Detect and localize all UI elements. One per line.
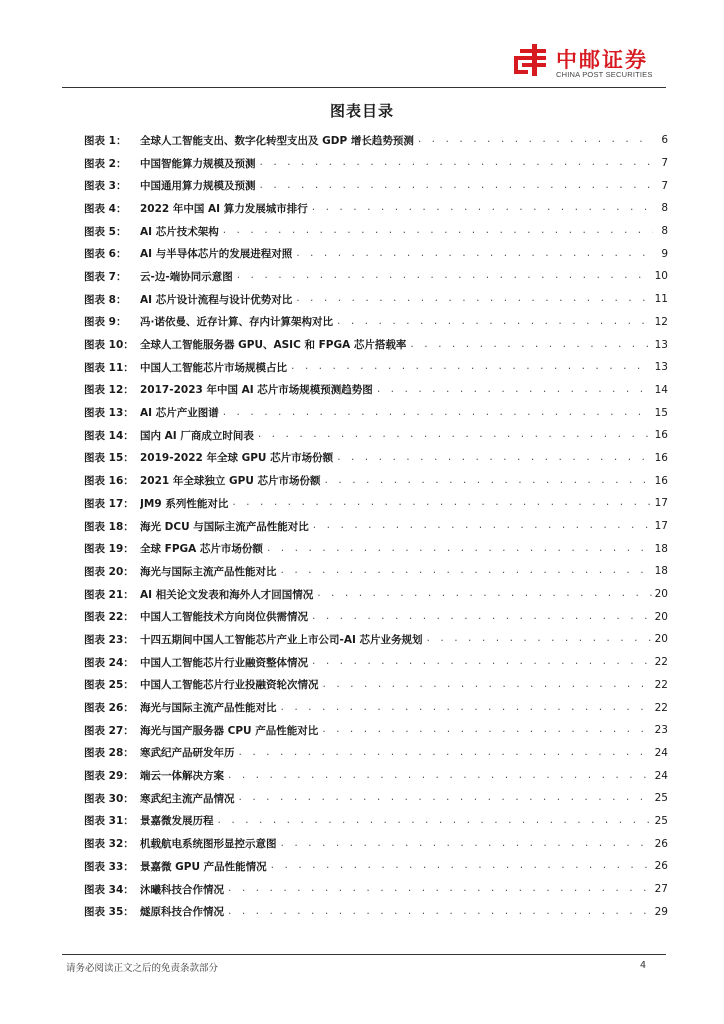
toc-entry-title[interactable]: 寒武纪主流产品情况 — [140, 792, 235, 805]
toc-entry-number: 图表 18： — [84, 520, 134, 533]
toc-entry-number: 图表 35： — [84, 906, 134, 919]
toc-entry-number: 图表 19： — [84, 543, 134, 556]
toc-dot-leader — [280, 703, 652, 713]
footer-divider — [62, 954, 666, 955]
toc-dot-leader — [324, 476, 652, 486]
footer-disclaimer-note: 请务必阅读正文之后的免责条款部分 — [66, 963, 219, 974]
toc-dot-leader — [227, 771, 652, 781]
toc-dot-leader — [322, 680, 652, 690]
toc-dot-leader — [227, 907, 652, 917]
toc-entry-title[interactable]: 国内 AI 厂商成立时间表 — [140, 429, 254, 442]
toc-entry-page: 20 — [654, 588, 668, 601]
toc-entry-page: 13 — [654, 361, 668, 374]
toc-entry-number: 图表 20： — [84, 565, 134, 578]
toc-entry-page: 10 — [654, 270, 668, 283]
toc-entry-number: 图表 9： — [84, 316, 127, 329]
toc-entry-title[interactable]: 2017-2023 年中国 AI 芯片市场规模预测趋势图 — [140, 384, 373, 397]
toc-entry-number: 图表 22： — [84, 611, 134, 624]
toc-entry-title[interactable]: AI 芯片设计流程与设计优势对比 — [140, 293, 293, 306]
toc-entry-title[interactable]: 沐曦科技合作情况 — [140, 883, 224, 896]
toc-entry[interactable] — [84, 900, 668, 923]
toc-dot-leader — [290, 362, 652, 372]
toc-entry-number: 图表 2： — [84, 157, 127, 170]
toc-entry-page: 17 — [654, 497, 668, 510]
toc-entry[interactable] — [84, 152, 668, 175]
toc-entry-title[interactable]: 中国人工智能芯片市场规模占比 — [140, 361, 287, 374]
toc-entry[interactable] — [84, 174, 668, 197]
toc-entry[interactable] — [84, 537, 668, 560]
toc-entry-title[interactable]: 海光与国际主流产品性能对比 — [140, 565, 277, 578]
toc-entry-page: 26 — [654, 860, 668, 873]
toc-entry-title[interactable]: 冯·诺依曼、近存计算、存内计算架构对比 — [140, 316, 333, 329]
toc-entry[interactable] — [84, 719, 668, 742]
toc-entry-title[interactable]: 海光与国际主流产品性能对比 — [140, 702, 277, 715]
toc-entry-title[interactable]: 寒武纪产品研发年历 — [140, 747, 235, 760]
toc-entry-number: 图表 25： — [84, 679, 134, 692]
toc-entry-title[interactable]: JM9 系列性能对比 — [140, 497, 229, 510]
toc-entry[interactable] — [84, 605, 668, 628]
toc-entry-title[interactable]: 2019-2022 年全球 GPU 芯片市场份额 — [140, 452, 334, 465]
toc-entry[interactable] — [84, 129, 668, 152]
toc-entry-title[interactable]: 海光 DCU 与国际主流产品性能对比 — [140, 520, 309, 533]
toc-entry[interactable] — [84, 424, 668, 447]
toc-entry-title[interactable]: 机载航电系统图形显控示意图 — [140, 838, 277, 851]
toc-entry-page: 7 — [661, 179, 668, 192]
toc-entry-number: 图表 26： — [84, 702, 134, 715]
toc-entry-page: 20 — [654, 610, 668, 623]
toc-dot-leader — [238, 748, 652, 758]
page-header — [0, 0, 724, 90]
toc-entry-title[interactable]: 全球 FPGA 芯片市场份额 — [140, 543, 263, 556]
toc-entry-title[interactable]: AI 与半导体芯片的发展进程对照 — [140, 248, 293, 261]
toc-dot-leader — [311, 203, 653, 213]
toc-entry-title[interactable]: 燧原科技合作情况 — [140, 906, 224, 919]
toc-entry-title[interactable]: 2022 年中国 AI 算力发展城市排行 — [140, 202, 308, 215]
toc-entry-number: 图表 32： — [84, 838, 134, 851]
toc-list — [84, 129, 668, 923]
toc-entry-title[interactable]: 端云一体解决方案 — [140, 770, 224, 783]
toc-entry[interactable] — [84, 651, 668, 674]
toc-dot-leader — [259, 158, 654, 168]
toc-entry-page: 6 — [661, 134, 668, 147]
toc-entry-title[interactable]: 海光与国产服务器 CPU 产品性能对比 — [140, 724, 319, 737]
toc-entry-title[interactable]: 中国智能算力规模及预测 — [140, 157, 256, 170]
toc-entry-page: 16 — [654, 474, 668, 487]
toc-dot-leader — [259, 181, 654, 191]
toc-entry[interactable] — [84, 288, 668, 311]
toc-entry-number: 图表 15： — [84, 452, 134, 465]
toc-entry[interactable] — [84, 628, 668, 651]
toc-entry[interactable] — [84, 197, 668, 220]
toc-entry-title[interactable]: 中国人工智能芯片行业投融资轮次情况 — [140, 679, 319, 692]
toc-entry-number: 图表 8： — [84, 293, 127, 306]
toc-dot-leader — [409, 340, 651, 350]
toc-entry-title[interactable]: 景嘉微发展历程 — [140, 815, 214, 828]
toc-entry-page: 16 — [654, 451, 668, 464]
toc-entry-title[interactable]: 2021 年全球独立 GPU 芯片市场份额 — [140, 475, 321, 488]
toc-entry[interactable] — [84, 742, 668, 765]
toc-entry[interactable] — [84, 242, 668, 265]
toc-entry-page: 20 — [654, 633, 668, 646]
toc-dot-leader — [311, 612, 652, 622]
toc-dot-leader — [336, 453, 652, 463]
brand-name-en: CHINA POST SECURITIES — [556, 70, 653, 79]
toc-entry[interactable] — [84, 764, 668, 787]
toc-entry-title[interactable]: 景嘉微 GPU 产品性能情况 — [140, 860, 267, 873]
toc-dot-leader — [312, 521, 652, 531]
toc-dot-leader — [426, 634, 652, 644]
toc-entry-page: 17 — [654, 520, 668, 533]
toc-entry-title[interactable]: 中国人工智能芯片行业融资整体情况 — [140, 656, 308, 669]
toc-dot-leader — [270, 861, 652, 871]
toc-entry[interactable] — [84, 492, 668, 515]
toc-entry-page: 25 — [654, 814, 668, 827]
toc-entry-page: 22 — [654, 701, 668, 714]
toc-entry[interactable] — [84, 356, 668, 379]
toc-entry[interactable] — [84, 560, 668, 583]
toc-dot-leader — [280, 839, 652, 849]
toc-entry-page: 8 — [661, 202, 668, 215]
toc-dot-leader — [280, 566, 652, 576]
toc-entry-title[interactable]: 全球人工智能支出、数字化转型支出及 GDP 增长趋势预测 — [140, 134, 414, 147]
toc-entry[interactable] — [84, 855, 668, 878]
toc-entry-number: 图表 10： — [84, 339, 134, 352]
toc-entry[interactable] — [84, 878, 668, 901]
toc-entry-number: 图表 12： — [84, 384, 134, 397]
toc-entry-number: 图表 17： — [84, 497, 134, 510]
toc-entry-page: 8 — [661, 225, 668, 238]
toc-entry[interactable] — [84, 832, 668, 855]
toc-entry[interactable] — [84, 311, 668, 334]
toc-entry-number: 图表 33： — [84, 860, 134, 873]
footer-page-number: 4 — [640, 960, 647, 971]
brand-name-cn: 中邮证券 — [556, 48, 648, 72]
toc-entry-title[interactable]: AI 相关论文发表和海外人才回国情况 — [140, 588, 314, 601]
toc-entry-number: 图表 24： — [84, 656, 134, 669]
toc-entry[interactable] — [84, 220, 668, 243]
toc-entry-page: 12 — [654, 315, 668, 328]
toc-entry-title[interactable]: 中国人工智能技术方向岗位供需情况 — [140, 611, 308, 624]
toc-entry-number: 图表 1： — [84, 134, 127, 147]
toc-entry-title[interactable]: 中国通用算力规模及预测 — [140, 180, 256, 193]
toc-entry-number: 图表 5： — [84, 225, 127, 238]
toc-entry[interactable] — [84, 333, 668, 356]
toc-entry[interactable] — [84, 810, 668, 833]
toc-entry[interactable] — [84, 469, 668, 492]
toc-entry[interactable] — [84, 401, 668, 424]
toc-dot-leader — [295, 249, 653, 259]
header-divider — [62, 87, 666, 88]
toc-dot-leader — [311, 657, 652, 667]
toc-entry-page: 14 — [654, 383, 668, 396]
toc-entry-number: 图表 7： — [84, 270, 127, 283]
toc-entry-number: 图表 11： — [84, 361, 134, 374]
toc-entry-page: 22 — [654, 678, 668, 691]
toc-entry-page: 26 — [654, 837, 668, 850]
toc-dot-leader — [295, 294, 651, 304]
toc-entry-page: 27 — [654, 883, 668, 896]
toc-dot-leader — [217, 816, 652, 826]
toc-entry[interactable] — [84, 696, 668, 719]
toc-entry[interactable] — [84, 787, 668, 810]
toc-dot-leader — [222, 226, 653, 236]
toc-entry-number: 图表 27： — [84, 724, 134, 737]
toc-entry-page: 29 — [654, 905, 668, 918]
toc-entry[interactable] — [84, 583, 668, 606]
china-post-logo-icon — [512, 42, 550, 78]
toc-dot-leader — [238, 793, 652, 803]
toc-entry-number: 图表 3： — [84, 180, 127, 193]
toc-entry-number: 图表 29： — [84, 770, 134, 783]
toc-dot-leader — [266, 544, 652, 554]
toc-entry-page: 11 — [654, 293, 668, 306]
toc-entry-page: 25 — [654, 792, 668, 805]
toc-dot-leader — [222, 408, 652, 418]
toc-entry-page: 23 — [654, 724, 668, 737]
toc-title: 图表目录 — [329, 102, 394, 120]
toc-entry-number: 图表 14： — [84, 429, 134, 442]
toc-dot-leader — [257, 430, 652, 440]
toc-dot-leader — [376, 385, 652, 395]
toc-entry-page: 13 — [654, 338, 668, 351]
toc-entry[interactable] — [84, 379, 668, 402]
toc-entry-number: 图表 6： — [84, 248, 127, 261]
toc-dot-leader — [316, 589, 651, 599]
toc-dot-leader — [321, 725, 651, 735]
toc-entry[interactable] — [84, 447, 668, 470]
toc-entry-page: 16 — [654, 429, 668, 442]
toc-entry-page: 18 — [654, 565, 668, 578]
toc-entry-number: 图表 28： — [84, 747, 134, 760]
toc-entry-number: 图表 31： — [84, 815, 134, 828]
toc-entry-number: 图表 13： — [84, 407, 134, 420]
toc-entry-page: 24 — [654, 769, 668, 782]
toc-entry-title[interactable]: 全球人工智能服务器 GPU、ASIC 和 FPGA 芯片搭载率 — [140, 339, 407, 352]
toc-dot-leader — [236, 271, 652, 281]
toc-dot-leader — [336, 317, 652, 327]
toc-entry-title[interactable]: AI 芯片技术架构 — [140, 225, 219, 238]
toc-entry-title[interactable]: 云-边-端协同示意图 — [140, 270, 233, 283]
toc-entry[interactable] — [84, 674, 668, 697]
toc-entry-number: 图表 23： — [84, 633, 134, 646]
toc-entry[interactable] — [84, 265, 668, 288]
toc-entry-page: 24 — [654, 746, 668, 759]
toc-entry-number: 图表 34： — [84, 883, 134, 896]
toc-entry-page: 9 — [661, 247, 668, 260]
toc-dot-leader — [227, 884, 652, 894]
toc-entry-title[interactable]: 十四五期间中国人工智能芯片产业上市公司-AI 芯片业务规划 — [140, 633, 423, 646]
toc-dot-leader — [231, 498, 651, 508]
toc-entry-page: 15 — [654, 406, 668, 419]
toc-entry-page: 22 — [654, 656, 668, 669]
toc-entry-title[interactable]: AI 芯片产业图谱 — [140, 407, 219, 420]
toc-entry[interactable] — [84, 515, 668, 538]
toc-entry-page: 7 — [661, 157, 668, 170]
toc-dot-leader — [417, 135, 653, 145]
toc-entry-page: 18 — [654, 542, 668, 555]
toc-entry-number: 图表 30： — [84, 792, 134, 805]
toc-entry-number: 图表 21： — [84, 588, 134, 601]
toc-entry-number: 图表 4： — [84, 202, 127, 215]
toc-entry-number: 图表 16： — [84, 475, 134, 488]
